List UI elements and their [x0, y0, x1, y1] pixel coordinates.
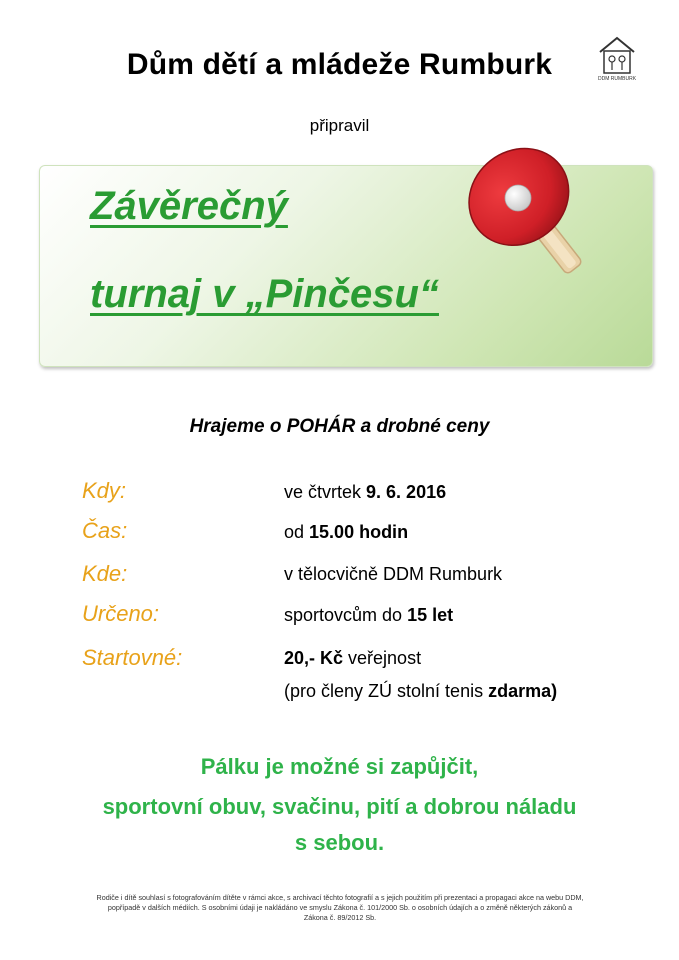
footer-disclaimer [40, 893, 640, 923]
value-place: v tělocvičně DDM Rumburk [284, 564, 503, 584]
label-entry-fee: Startovné: [82, 645, 183, 670]
note-line-1: Pálku je možné si zapůjčit, [200, 754, 479, 779]
value-when: ve čtvrtek 9. 6. 2016 [284, 482, 447, 502]
label-intended: Určeno: [82, 601, 160, 626]
footer-line-3: Zákona č. 89/2012 Sb. [303, 913, 377, 922]
prize-line: Hrajeme o POHÁR a drobné ceny [189, 416, 490, 437]
value-entry-fee: 20,- Kč veřejnost [284, 648, 422, 668]
value-time: od 15.00 hodin [284, 522, 409, 542]
note-line-3: s sebou. [294, 830, 385, 855]
subtitle: připravil [309, 116, 370, 135]
banner-title-line-1: Závěrečný [90, 184, 288, 228]
value-entry-fee-members: (pro členy ZÚ stolní tenis zdarma) [284, 681, 558, 701]
footer-line-1: Rodiče i dítě souhlasí s fotografováním dítěte v rámci akce, s archivací těchto fotografií a s jejich použitím při prezentaci a propagaci akce na webu DDM, [96, 893, 584, 902]
banner-title-line-2: turnaj v „Pinčesu“ [90, 272, 439, 316]
value-intended: sportovcům do 15 let [284, 605, 454, 625]
footer-line-2: popřípadě v dalších médiích. S osobními údaji je nakládáno ve smyslu Zákona č. 101/2000 Sb. o osobních údajích a o změně některých zákonů a [107, 903, 573, 912]
page-title: Dům dětí a mládeže Rumburk [126, 48, 553, 81]
logo-text: DDM RUMBURK [597, 76, 637, 82]
ddm-logo-icon [597, 34, 637, 76]
label-time: Čas: [82, 518, 128, 543]
note-line-2: sportovní obuv, svačinu, pití a dobrou náladu [102, 794, 577, 819]
ping-pong-paddle-icon [458, 140, 608, 290]
label-place: Kde: [82, 561, 128, 586]
label-when: Kdy: [82, 478, 127, 503]
